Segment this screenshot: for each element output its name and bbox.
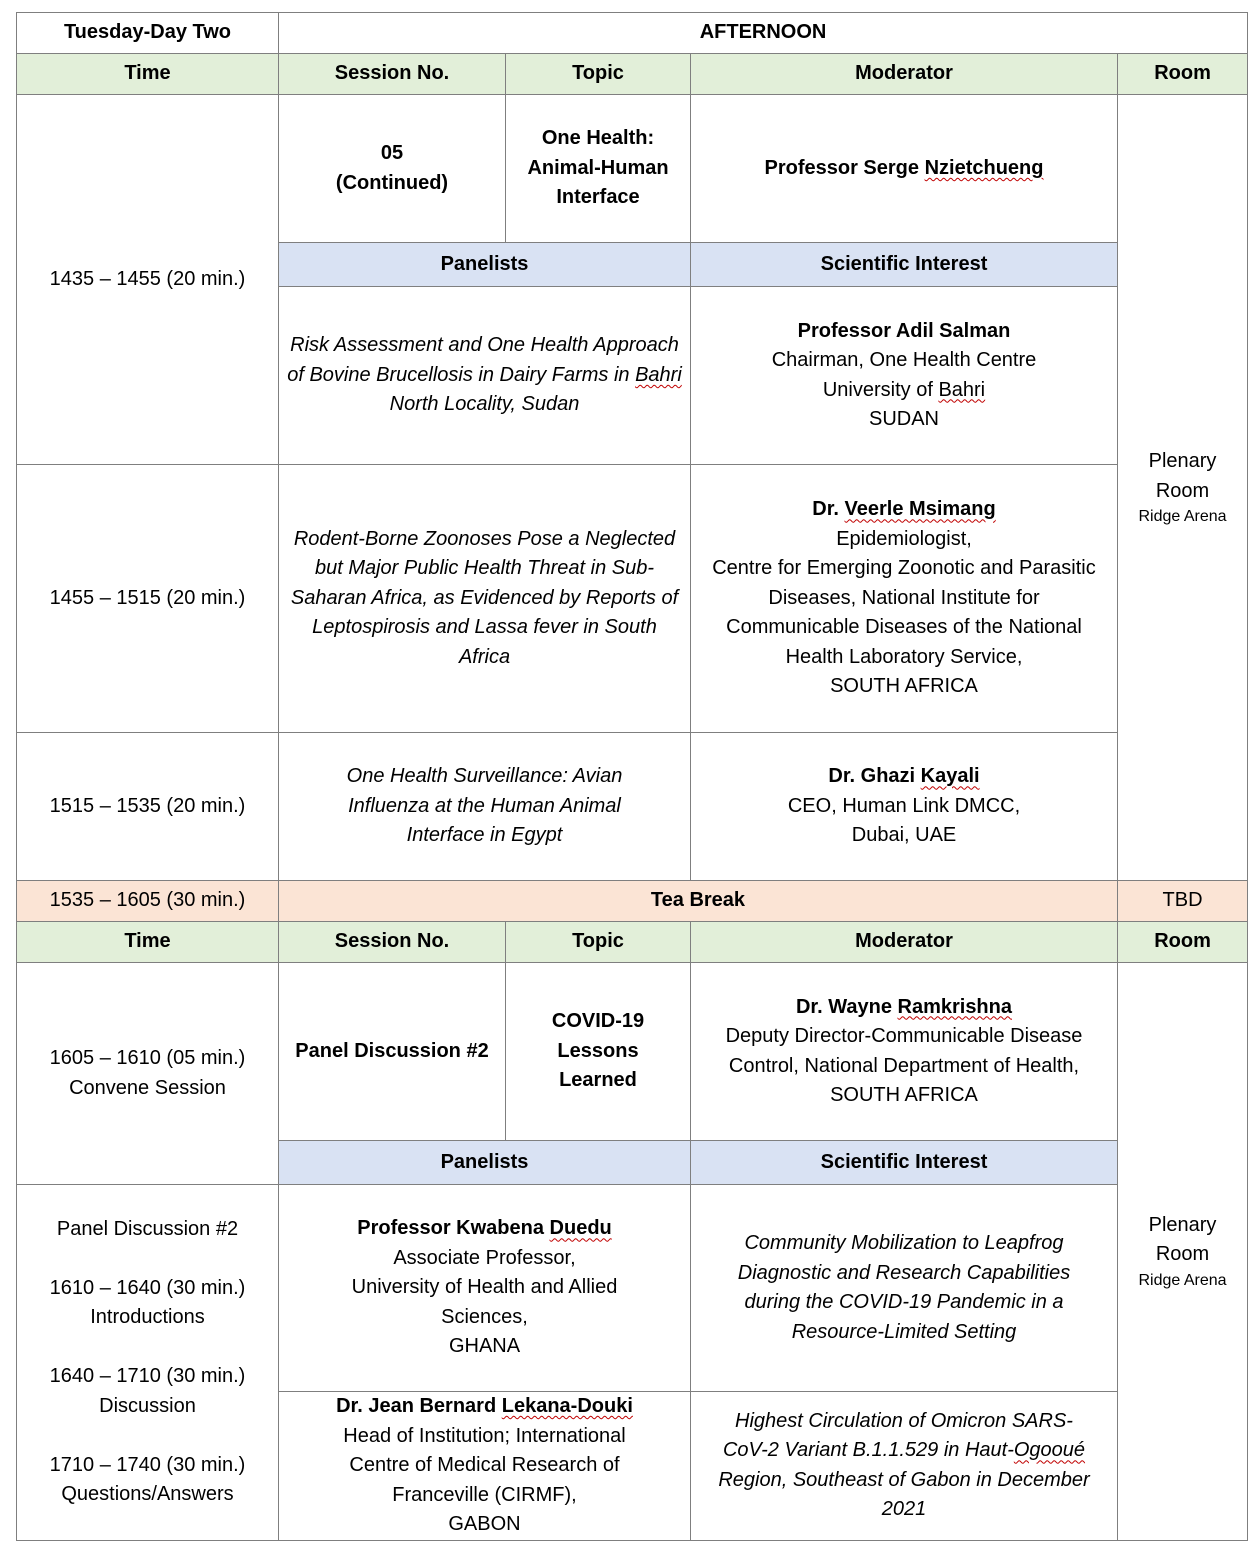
agenda-table: [16, 12, 1248, 1541]
block2-topic: COVID-19 Lessons Learned: [506, 963, 691, 1141]
col-moderator: Moderator: [691, 922, 1118, 963]
panelist-interest: Community Mobilization to Leapfrog Diagnostic and Research Capabilities during the COVID-19 Pandemic in a Resource-Limited Setting: [691, 1185, 1118, 1392]
col-room: Room: [1118, 922, 1248, 963]
talk-title: One Health Surveillance: Avian Influenza at the Human Animal Interface in Egypt: [279, 733, 691, 881]
talk-title: Rodent-Borne Zoonoses Pose a Neglected but Major Public Health Threat in Sub-Saharan Africa, as Evidenced by Reports of Leptospirosis and Lassa fever in South Africa: [279, 465, 691, 733]
talk-title: Risk Assessment and One Health Approach of Bovine Brucellosis in Dairy Farms in Bahri North Locality, Sudan: [279, 287, 691, 465]
col-moderator: Moderator: [691, 54, 1118, 95]
day-title: Tuesday-Day Two: [17, 13, 279, 54]
panelist-interest: Highest Circulation of Omicron SARS-CoV-2 Variant B.1.1.529 in Haut-Ogooué Region, Southeast of Gabon in December 2021: [691, 1392, 1118, 1541]
col-session: Session No.: [279, 922, 506, 963]
block1-panelists-header: Panelists: [279, 243, 691, 287]
tea-room: TBD: [1118, 881, 1248, 922]
block1-moderator: Professor Serge Nzietchueng: [691, 95, 1118, 243]
talk-time: 1455 – 1515 (20 min.): [17, 465, 279, 733]
block2-moderator: Dr. Wayne Ramkrishna Deputy Director-Communicable Disease Control, National Department of Health, SOUTH AFRICA: [691, 963, 1118, 1141]
column-header-row: [17, 54, 1248, 95]
panelist-row: [17, 1185, 1248, 1392]
tea-label: Tea Break: [279, 881, 1118, 922]
block1-time: 1435 – 1455 (20 min.): [17, 95, 279, 465]
col-room: Room: [1118, 54, 1248, 95]
tea-break-row: [17, 881, 1248, 922]
talk-row: [17, 465, 1248, 733]
talk-row: [17, 733, 1248, 881]
panelist-info: Dr. Jean Bernard Lekana-Douki Head of Institution; International Centre of Medical Research of Franceville (CIRMF), GABON: [279, 1392, 691, 1541]
talk-speaker: Dr. Veerle Msimang Epidemiologist, Centre for Emerging Zoonotic and Parasitic Diseases, National Institute for Communicable Diseases of the National Health Laboratory Service, SOUTH AFRICA: [691, 465, 1118, 733]
col-topic: Topic: [506, 922, 691, 963]
talk-speaker: Dr. Ghazi Kayali CEO, Human Link DMCC, Dubai, UAE: [691, 733, 1118, 881]
block1-interest-header: Scientific Interest: [691, 243, 1118, 287]
block2-room: Plenary Room Ridge Arena: [1118, 963, 1248, 1541]
tea-time: 1535 – 1605 (30 min.): [17, 881, 279, 922]
col-session: Session No.: [279, 54, 506, 95]
talk-time: 1515 – 1535 (20 min.): [17, 733, 279, 881]
col-time: Time: [17, 922, 279, 963]
col-topic: Topic: [506, 54, 691, 95]
block1-topic: One Health: Animal-Human Interface: [506, 95, 691, 243]
talk-speaker: Professor Adil Salman Chairman, One Health Centre University of Bahri SUDAN: [691, 287, 1118, 465]
column-header-row: [17, 922, 1248, 963]
block2-time: 1605 – 1610 (05 min.) Convene Session: [17, 963, 279, 1185]
block2-interest-header: Scientific Interest: [691, 1141, 1118, 1185]
block2-panelists-header: Panelists: [279, 1141, 691, 1185]
panel-schedule: Panel Discussion #2 1610 – 1640 (30 min.) Introductions 1640 – 1710 (30 min.) Discussion 1710 – 1740 (30 min.) Questions/Answers: [17, 1185, 279, 1541]
panelist-info: Professor Kwabena Duedu Associate Professor, University of Health and Allied Sciences, GHANA: [279, 1185, 691, 1392]
period-title: AFTERNOON: [279, 13, 1248, 54]
block1-room: Plenary Room Ridge Arena: [1118, 95, 1248, 881]
block1-session: 05 (Continued): [279, 95, 506, 243]
col-time: Time: [17, 54, 279, 95]
block2-session: Panel Discussion #2: [279, 963, 506, 1141]
